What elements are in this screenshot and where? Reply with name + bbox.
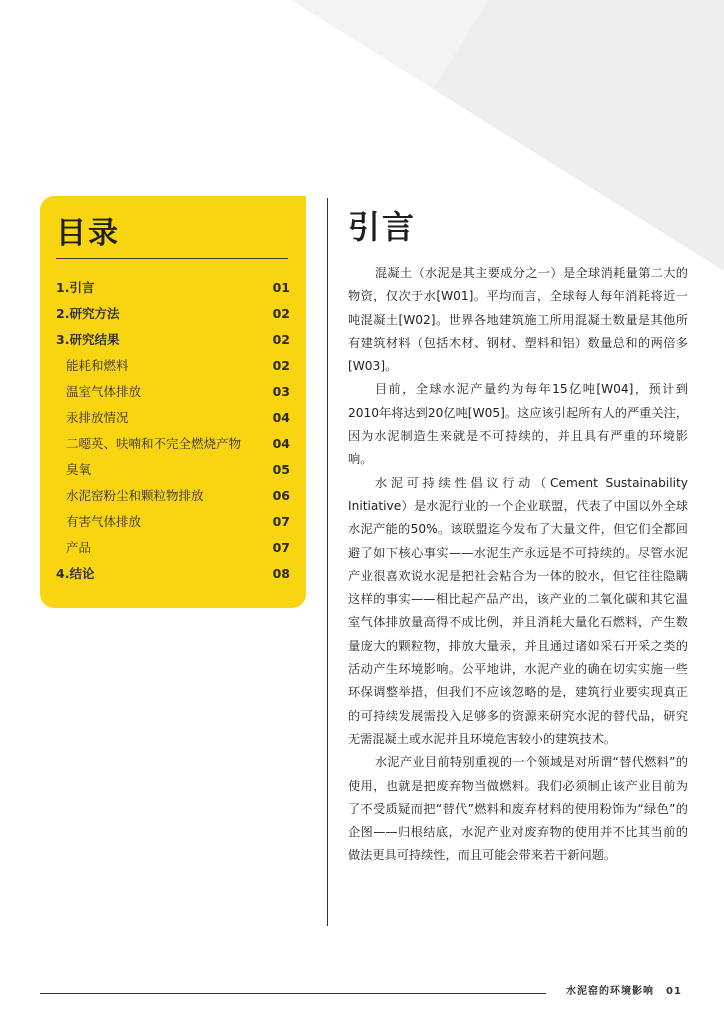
toc-entry-label: 产品 bbox=[66, 540, 92, 555]
toc-entry-label: 3.研究结果 bbox=[56, 332, 120, 347]
intro-paragraph: 水泥可持续性倡议行动（Cement Sustainability Initiative）是水泥行业的一个企业联盟，代表了中国以外全球水泥产能的50%。该联盟迄今发布了大量文件，但它们全都回避了如下核心事实——水泥生产永远是不可持续的。尽管水泥产业很喜欢说水泥是把社会粘合为一体的胶水，但它往往隐瞒这样的事实——相比起产品产出，该产业的二氧化碳和其它温室气体排放量高得不成比例，并且消耗大量化石燃料，产生数量庞大的颗粒物，排放大量汞，并且通过诸如采石开采之类的活动产生环境影响。公平地讲，水泥产业的确在切实实施一些环保调整举措，但我们不应该忽略的是，建筑行业要实现真正的可持续发展需投入足够多的资源来研究水泥的替代品，研究无需混凝土或水泥并且环境危害较小的建筑技术。 bbox=[348, 475, 688, 746]
toc-entry-label: 臭氧 bbox=[66, 462, 92, 477]
footer-divider bbox=[40, 993, 546, 994]
intro-body bbox=[348, 262, 688, 868]
section-title: 引言 bbox=[348, 208, 417, 246]
toc-divider bbox=[56, 258, 288, 259]
toc-entry[interactable] bbox=[56, 430, 290, 456]
toc-entry-page: 06 bbox=[272, 487, 290, 503]
toc-entry[interactable] bbox=[56, 482, 290, 508]
toc-entry-page: 05 bbox=[272, 461, 290, 477]
toc-entry-label: 4.结论 bbox=[56, 566, 95, 581]
toc-entry-page: 08 bbox=[272, 565, 290, 581]
toc-title: 目录 bbox=[56, 216, 120, 251]
toc-entry[interactable] bbox=[56, 404, 290, 430]
intro-paragraph: 混凝土（水泥是其主要成分之一）是全球消耗量第二大的物资，仅次于水[W01]。平均而言，全球每人每年消耗将近一吨混凝土[W02]。世界各地建筑施工所用混凝土数量是其他所有建筑材料（包括木材、钢材、塑料和铝）数量总和的两倍多[W03]。 bbox=[348, 266, 688, 374]
toc-entry-label: 有害气体排放 bbox=[66, 514, 142, 529]
column-divider bbox=[327, 198, 328, 926]
toc-entry-page: 04 bbox=[272, 409, 290, 425]
toc-entry-page: 07 bbox=[272, 513, 290, 529]
toc-entry[interactable] bbox=[56, 456, 290, 482]
toc-entry-label: 汞排放情况 bbox=[66, 410, 129, 425]
footer-page-number: 01 bbox=[666, 986, 682, 997]
toc-entry-page: 03 bbox=[272, 383, 290, 399]
toc-entry[interactable] bbox=[56, 300, 290, 326]
toc-entry-label: 二噁英、呋喃和不完全燃烧产物 bbox=[66, 436, 242, 451]
toc-entry-page: 02 bbox=[272, 305, 290, 321]
toc-entry-label: 1.引言 bbox=[56, 280, 95, 295]
toc-entry-page: 04 bbox=[272, 435, 290, 451]
toc-entry-page: 02 bbox=[272, 331, 290, 347]
toc-entry[interactable] bbox=[56, 326, 290, 352]
toc-list bbox=[56, 274, 290, 586]
toc-entry-page: 01 bbox=[272, 279, 290, 295]
toc-entry[interactable] bbox=[56, 560, 290, 586]
intro-paragraph: 水泥产业目前特别重视的一个领域是对所谓“替代燃料”的使用，也就是把废弃物当做燃料。我们必须制止该产业目前为了不受质疑而把“替代”燃料和废弃材料的使用粉饰为“绿色”的企图——归根结底，水泥产业对废弃物的使用并不比其当前的做法更具可持续性，而且可能会带来若干新问题。 bbox=[348, 755, 688, 863]
toc-entry[interactable] bbox=[56, 274, 290, 300]
toc-entry[interactable] bbox=[56, 508, 290, 534]
table-of-contents bbox=[40, 196, 306, 608]
toc-entry[interactable] bbox=[56, 378, 290, 404]
toc-entry-label: 水泥窑粉尘和颗粒物排放 bbox=[66, 488, 204, 503]
toc-entry[interactable] bbox=[56, 352, 290, 378]
toc-entry[interactable] bbox=[56, 534, 290, 560]
footer bbox=[566, 982, 682, 997]
intro-paragraph: 目前，全球水泥产量约为每年15亿吨[W04]，预计到2010年将达到20亿吨[W05]。这应该引起所有人的严重关注，因为水泥制造生来就是不可持续的，并且具有严重的环境影响。 bbox=[348, 382, 688, 467]
footer-doc-title: 水泥窑的环境影响 bbox=[566, 986, 654, 997]
toc-entry-label: 温室气体排放 bbox=[66, 384, 142, 399]
toc-entry-page: 02 bbox=[272, 357, 290, 373]
toc-entry-page: 07 bbox=[272, 539, 290, 555]
toc-entry-label: 2.研究方法 bbox=[56, 306, 120, 321]
toc-entry-label: 能耗和燃料 bbox=[66, 358, 129, 373]
